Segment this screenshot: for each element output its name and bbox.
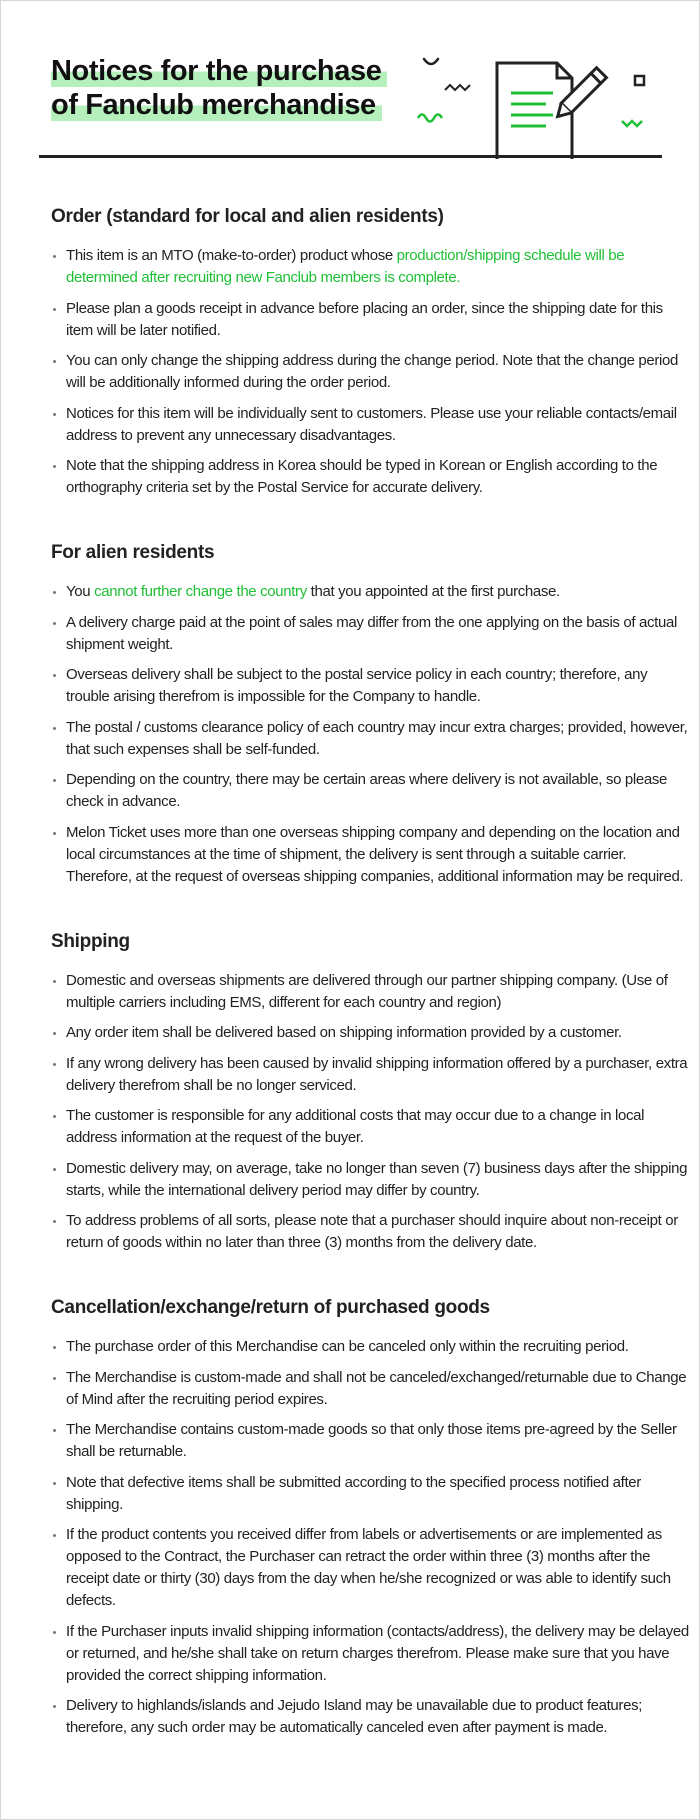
item-text: Overseas delivery shall be subject to the postal service policy in each country; therefore, any trouble arising therefrom is impossible for the Company to handle. [66, 666, 648, 705]
document-pencil-icon [497, 63, 606, 159]
list-item [51, 769, 691, 813]
item-text: Notices for this item will be individually sent to customers. Please use your reliable contacts/email address to prevent any unnecessary disadvantages. [66, 404, 677, 444]
list-item [51, 581, 691, 603]
notice-list [51, 245, 691, 499]
notice-section [51, 1295, 691, 1739]
notice-section [51, 929, 691, 1255]
item-text: This item is an MTO (make-to-order) product whose [66, 247, 397, 264]
item-text: The Merchandise contains custom-made goods so that only those items pre-agreed by the Seller shall be returnable. [66, 1421, 677, 1460]
item-text: The purchase order of this Merchandise can be canceled only within the recruiting period. [66, 1338, 629, 1355]
squiggle-icon [445, 85, 470, 90]
list-item [51, 1472, 691, 1516]
item-text: Domestic delivery may, on average, take no longer than seven (7) business days after the shipping starts, while the international delivery period may differ by country. [66, 1159, 688, 1199]
item-text: Any order item shall be delivered based on shipping information provided by a customer. [66, 1024, 622, 1041]
list-item [51, 1695, 691, 1739]
item-text: The customer is responsible for any additional costs that may occur due to a change in local address information at the request of the buyer. [66, 1107, 645, 1146]
list-item [51, 403, 691, 447]
list-item [51, 664, 691, 708]
list-item [51, 1419, 691, 1463]
notice-list [51, 581, 691, 888]
item-text: Domestic and overseas shipments are delivered through our partner shipping company. (Use of multiple carriers including EMS, different for each country and region) [66, 971, 668, 1011]
item-text: You can only change the shipping address during the change period. Note that the change period will be additionally informed during the order period. [66, 352, 679, 391]
item-text: To address problems of all sorts, please note that a purchaser should inquire about non-receipt or return of goods within no later than three (3) months from the delivery date. [66, 1212, 678, 1251]
item-text: Delivery to highlands/islands and Jejudo Island may be unavailable due to product features; therefore, any such order may be automatically canceled even after payment is made. [66, 1697, 643, 1736]
section-heading: Order (standard for local and alien residents) [51, 206, 444, 227]
list-item [51, 1621, 691, 1687]
list-item [51, 350, 691, 394]
square-icon [635, 76, 644, 85]
list-item [51, 1105, 691, 1149]
list-item [51, 298, 691, 342]
notice-section [51, 204, 691, 499]
highlighted-text: cannot further change the country [94, 583, 307, 600]
item-text: Depending on the country, there may be certain areas where delivery is not available, so please check in advance. [66, 771, 668, 810]
list-item [51, 612, 691, 656]
item-text: that you appointed at the first purchase. [306, 583, 560, 600]
list-item [51, 455, 691, 499]
notice-list [51, 1336, 691, 1739]
item-text: If the product contents you received differ from labels or advertisements or are implemented as opposed to the Contract, the Purchaser can retract the order within three (3) months after the receipt date or thirty (30) days from the day when he/she recognized or was able to identify such defects. [66, 1526, 671, 1609]
header [1, 1, 699, 159]
item-text: A delivery charge paid at the point of sales may differ from the one applying on the basis of actual shipment weight. [66, 613, 677, 653]
list-item [51, 822, 691, 888]
item-text: If the Purchaser inputs invalid shipping information (contacts/address), the delivery may be delayed or returned, and he/she shall take on return charges therefrom. Please make sure that you have provided the correct shipping information. [66, 1622, 689, 1684]
section-heading: Cancellation/exchange/return of purchased goods [51, 1297, 490, 1318]
list-item [51, 970, 691, 1014]
highlighted-text: production/shipping schedule will be determined after recruiting new Fanclub members is complete. [66, 247, 625, 286]
item-text: If any wrong delivery has been caused by invalid shipping information offered by a purchaser, extra delivery therefrom shall be no longer serviced. [66, 1054, 688, 1094]
item-text: Melon Ticket uses more than one overseas shipping company and depending on the location and local circumstances at the time of shipment, the delivery is sent through a suitable carrier. Therefore, at the request of overseas shipping companies, additional information may be required. [66, 823, 684, 885]
list-item [51, 1210, 691, 1254]
title-line-2: of Fanclub merchandise [51, 89, 382, 121]
title-line-1: Notices for the purchase [51, 55, 387, 87]
list-item [51, 1524, 691, 1612]
squiggle-icon [622, 121, 642, 126]
header-divider [39, 155, 662, 158]
smile-icon [424, 59, 438, 64]
section-heading: Shipping [51, 930, 130, 952]
item-text: Note that the shipping address in Korea should be typed in Korean or English according to the orthography criteria set by the Postal Service for accurate delivery. [66, 457, 658, 496]
list-item [51, 1367, 691, 1411]
squiggle-icon [418, 115, 442, 122]
section-heading: For alien residents [51, 542, 215, 563]
page-title [51, 54, 387, 122]
list-item [51, 245, 691, 289]
item-text: Note that defective items shall be submitted according to the specified process notified after shipping. [66, 1473, 641, 1513]
list-item [51, 717, 691, 761]
item-text: The postal / customs clearance policy of each country may incur extra charges; provided, however, that such expenses shall be self-funded. [66, 718, 688, 758]
notice-list [51, 970, 691, 1255]
list-item [51, 1022, 691, 1044]
list-item [51, 1336, 691, 1358]
item-text: You [66, 583, 95, 600]
list-item [51, 1053, 691, 1097]
notice-content [51, 204, 691, 1780]
notice-section [51, 540, 691, 888]
item-text: Please plan a goods receipt in advance before placing an order, since the shipping date for this item will be later notified. [66, 299, 663, 339]
item-text: The Merchandise is custom-made and shall not be canceled/exchanged/returnable due to Change of Mind after the recruiting period expires. [66, 1368, 687, 1408]
list-item [51, 1158, 691, 1202]
